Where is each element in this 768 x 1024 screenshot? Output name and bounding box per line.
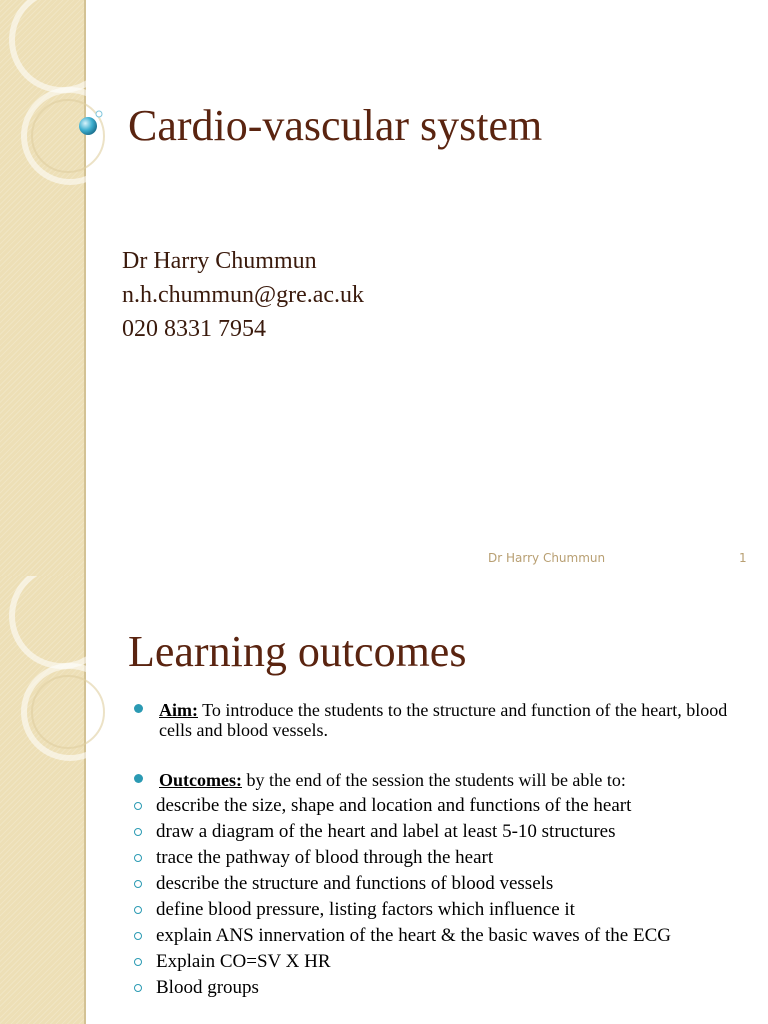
outcomes-list [134, 796, 734, 998]
list-item: describe the structure and functions of blood vessels [134, 874, 734, 894]
bullet-dot-icon [134, 704, 143, 713]
ring-bullet-icon [134, 958, 142, 966]
aim-bullet [134, 700, 734, 740]
ring-bullet-icon [134, 984, 142, 992]
slide-content [134, 700, 734, 1004]
ring-bullet-icon [134, 932, 142, 940]
list-item: define blood pressure, listing factors which influence it [134, 900, 734, 920]
bullet-dot-icon [134, 774, 143, 783]
slide-title: Cardio-vascular system [128, 101, 543, 150]
decorative-circles [0, 0, 120, 576]
list-item: draw a diagram of the heart and label at least 5-10 structures [134, 822, 734, 842]
bullet-orb-icon [79, 117, 97, 135]
outcomes-label: Outcomes: [159, 770, 242, 790]
list-item: Explain CO=SV X HR [134, 952, 734, 972]
author-block [122, 244, 364, 346]
author-name: Dr Harry Chummun [122, 248, 317, 274]
ring-bullet-icon [134, 906, 142, 914]
author-email: n.h.chummun@gre.ac.uk [122, 282, 365, 308]
slide-2 [0, 576, 768, 1024]
ring-bullet-icon [134, 854, 142, 862]
slide-number: 1 [739, 551, 747, 565]
decorative-circles [0, 576, 120, 1024]
ring-bullet-icon [134, 828, 142, 836]
list-item: trace the pathway of blood through the heart [134, 848, 734, 868]
aim-label: Aim: [159, 700, 198, 720]
aim-text: To introduce the students to the structure and function of the heart, blood cells and blood vessels. [159, 700, 728, 740]
ring-bullet-icon [134, 802, 142, 810]
ring-bullet-icon [134, 880, 142, 888]
list-item: describe the size, shape and location and functions of the heart [134, 796, 734, 816]
slide-title: Learning outcomes [128, 627, 467, 676]
list-item: Blood groups [134, 978, 734, 998]
outcomes-bullet [134, 770, 734, 790]
author-phone: 020 8331 7954 [122, 316, 266, 342]
outcomes-text: by the end of the session the students will be able to: [241, 770, 626, 790]
footer-author: Dr Harry Chummun [488, 551, 606, 565]
list-item: explain ANS innervation of the heart & the basic waves of the ECG [134, 926, 734, 946]
